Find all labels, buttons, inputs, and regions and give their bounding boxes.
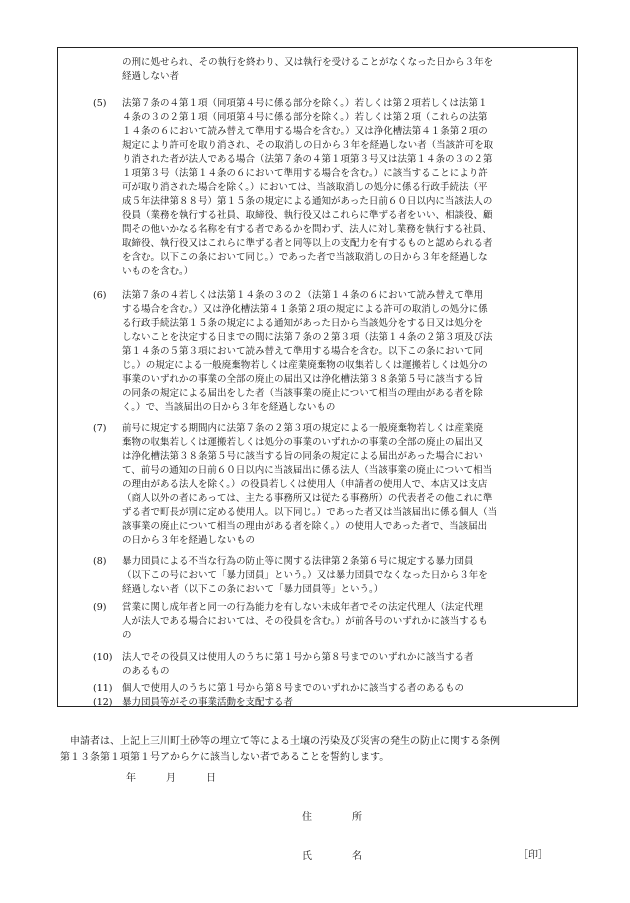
list-item xyxy=(93,422,574,548)
item-text: 法第７条の４第１項（同項第４号に係る部分を除く。）若しくは第２項若しくは法第１ ４条の３の２第１項（同項第４号に係る部分を除く。）若しくは第２項（これらの法第 １４条の６において読み替えて準用する場合を含む。）又は浄化槽法第４１条第２項の 規定により許可を取り消され、その取消しの日から３年を経過しない者（当該許可を取 り消された者が法人である場合（法第７条の４第１項第３号又は法第１４条の３の２第 １項第３号（法第１４条の６において準用する場合を含む。）に該当することにより許 可が取り消された場合を除く。）においては、当該取消しの処分に係る行政手続法（平 成５年法律第８８号）第１５条の規定による通知があった日前６０日以内に当該法人の 役員（業務を執行する社員、取締役、執行役又はこれらに準ずる者をいい、相談役、顧 問その他いかなる名称を有する者であるかを問わず、法人に対し業務を執行する社員、 取締役、執行役又はこれらに準ずる者と同等以上の支配力を有するものと認められる者 を含む。以下この条において同じ。）であった者で当該取消しの日から３年を経過しな いものを含む。） xyxy=(122,98,494,277)
address-label xyxy=(302,808,362,823)
list-item xyxy=(93,97,574,279)
item-text: 暴力団員等がその事業活動を支配する者 xyxy=(122,697,294,708)
name-label-char-1: 氏 xyxy=(302,851,312,862)
item-text: 暴力団員による不当な行為の防止等に関する法律第２条第６号に規定する暴力団員 （以下この号において「暴力団員」という。）又は暴力団員でなくなった日から３年を 経過しない者（以下この条において「暴力団員等」という。） xyxy=(122,556,488,595)
item-number: (5) xyxy=(93,98,107,109)
name-label xyxy=(302,847,362,862)
date-month-label: 月 xyxy=(166,773,176,784)
list-item xyxy=(93,601,574,643)
address-label-char-1: 住 xyxy=(302,812,312,823)
date-year-label: 年 xyxy=(126,773,136,784)
item-text: 法人でその役員又は使用人のうちに第１号から第８号までのいずれかに該当する者 のあるもの xyxy=(122,652,474,677)
list-item xyxy=(93,682,574,696)
item-text: 個人で使用人のうちに第１号から第８号までのいずれかに該当する者のあるもの xyxy=(122,683,465,694)
list-item xyxy=(93,651,574,679)
date-line xyxy=(126,772,216,786)
item-text: 法第７条の４若しくは法第１４条の３の２（法第１４条の６において読み替えて準用 する場合を含む。）又は浄化槽法第４１条第２項の規定による許可の取消しの処分に係 る行政手続法第１５条の規定による通知があった日から当該処分をする日又は処分を しないことを決定する日までの間に法第７条の２第３項（法第１４条の２第３項及び法 第１４条の５第３項において読み替えて準用する場合を含む。以下この条において同 じ。）の規定による一般廃棄物若しくは産業廃棄物の収集若しくは運搬若しくは処分の 事業のいずれかの事業の全部の廃止の届出又は浄化槽法第３８条第５号に該当する旨 の同条の規定による届出をした者（当該事業の廃止について相当の理由がある者を除 く。）で、当該届出の日から３年を経過しないもの xyxy=(122,290,493,413)
list-item xyxy=(93,696,574,710)
item-number: (7) xyxy=(93,423,107,434)
item-text: 前号に規定する期間内に法第７条の２第３項の規定による一般廃棄物若しくは産業廃 棄物の収集若しくは運搬若しくは処分の事業のいずれかの事業の全部の廃止の届出又 は浄化槽法第３８条第５号に該当する旨の同条の規定による届出があった場合におい て、前号の通知の日前６０日以内に当該届出に係る法人（当該事業の廃止について相当 の理由がある法人を除く。）の役員若しくは使用人（申請者の使用人で、本店又は支店 （商人以外の者にあっては、主たる事務所又は従たる事務所）の代表者その他これに準 ずる者で町長が別に定める使用人。以下同じ。）であった者又は当該届出に係る個人（当 該事業の廃止について相当の理由がある者を除く。）の使用人であった者で、当該届出 の日から３年を経過しないもの xyxy=(122,423,498,546)
date-day-label: 日 xyxy=(206,773,216,784)
item-number: (9) xyxy=(93,602,107,613)
item-number: (12) xyxy=(93,697,113,708)
declaration-statement: 申請者は、上記上三川町土砂等の埋立て等による土壌の汚染及び災害の発生の防止に関する条例 第１３条第１項第１号アからケに該当しない者であることを誓約します。 xyxy=(60,736,500,763)
name-label-char-2: 名 xyxy=(352,851,362,862)
address-label-char-2: 所 xyxy=(352,812,362,823)
item-number: (10) xyxy=(93,652,113,663)
item-text: 営業に関し成年者と同一の行為能力を有しない未成年者でその法定代理人（法定代理 人が法人である場合においては、その役員を含む。）が前各号のいずれかに該当するも の xyxy=(122,602,488,641)
item-number: (11) xyxy=(93,683,113,694)
item-number: (6) xyxy=(93,290,107,301)
list-item xyxy=(93,289,574,415)
list-item xyxy=(93,555,574,597)
continuation-text: の刑に処せられ、その執行を終わり、又は執行を受けることがなくなった日から３年を 経過しない者 xyxy=(122,57,494,82)
item-number: (8) xyxy=(93,556,107,567)
seal-mark: ［印］ xyxy=(518,850,548,861)
